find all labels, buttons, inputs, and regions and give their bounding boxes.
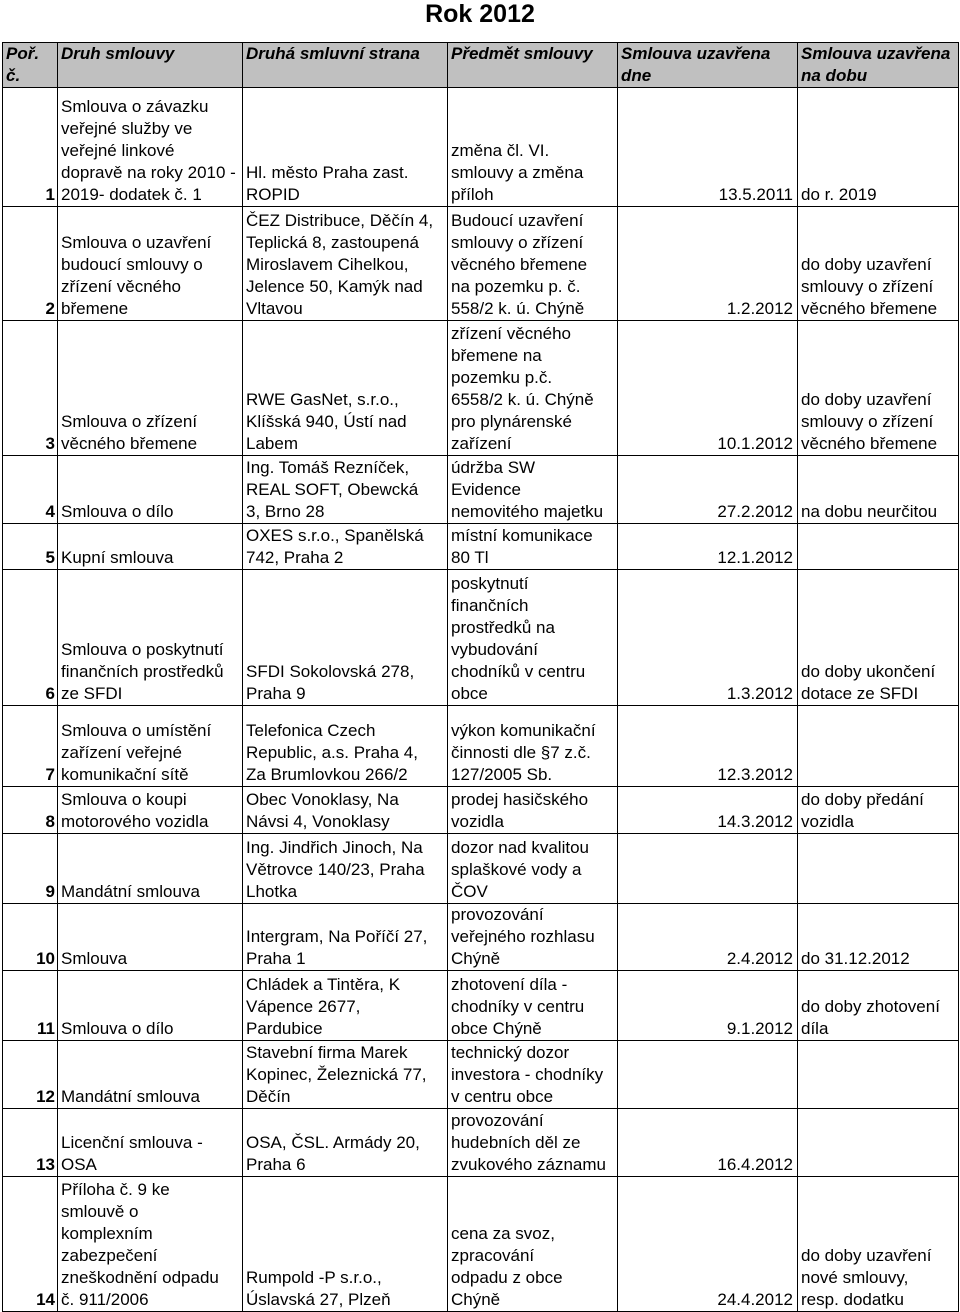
table-row xyxy=(3,456,959,524)
signed-date xyxy=(618,1041,798,1109)
contract-subject: technický dozor investora - chodníky v centru obce xyxy=(448,1041,618,1109)
signed-date: 2.4.2012 xyxy=(618,904,798,971)
table-row xyxy=(3,524,959,570)
signed-date: 16.4.2012 xyxy=(618,1109,798,1177)
table-row xyxy=(3,570,959,706)
contract-type: Smlouva o umístění zařízení veřejné komunikační sítě xyxy=(58,706,243,787)
contract-type: Kupní smlouva xyxy=(58,524,243,570)
other-party: ČEZ Distribuce, Děčín 4, Teplická 8, zastoupená Miroslavem Cihelkou, Jelence 50, Kamýk nad Vltavou xyxy=(243,207,448,321)
signed-date: 12.3.2012 xyxy=(618,706,798,787)
table-row xyxy=(3,971,959,1041)
header-other-party: Druhá smluvní strana xyxy=(243,43,448,88)
contract-type: Smlouva o uzavření budoucí smlouvy o zřízení věcného břemene xyxy=(58,207,243,321)
header-date: Smlouva uzavřena dne xyxy=(618,43,798,88)
contract-subject: dozor nad kvalitou splaškové vody a ČOV xyxy=(448,834,618,904)
table-row xyxy=(3,1109,959,1177)
contract-type: Smlouva o koupi motorového vozidla xyxy=(58,787,243,834)
row-number: 12 xyxy=(3,1041,58,1109)
other-party: Rumpold -P s.r.o., Úslavská 27, Plzeň xyxy=(243,1177,448,1312)
row-number: 3 xyxy=(3,321,58,456)
signed-date: 27.2.2012 xyxy=(618,456,798,524)
contracts-table xyxy=(2,42,959,1312)
contract-type: Smlouva o zřízení věcného břemene xyxy=(58,321,243,456)
signed-date: 1.3.2012 xyxy=(618,570,798,706)
contract-subject: provozování veřejného rozhlasu Chýně xyxy=(448,904,618,971)
other-party: Obec Vonoklasy, Na Návsi 4, Vonoklasy xyxy=(243,787,448,834)
contract-type: Mandátní smlouva xyxy=(58,834,243,904)
row-number: 6 xyxy=(3,570,58,706)
header-contract-type: Druh smlouvy xyxy=(58,43,243,88)
table-row xyxy=(3,88,959,207)
signed-date: 9.1.2012 xyxy=(618,971,798,1041)
contract-type: Licenční smlouva - OSA xyxy=(58,1109,243,1177)
header-row xyxy=(3,43,959,88)
row-number: 11 xyxy=(3,971,58,1041)
contract-period: do doby ukončení dotace ze SFDI xyxy=(798,570,959,706)
contract-subject: výkon komunikační činnosti dle §7 z.č. 127/2005 Sb. xyxy=(448,706,618,787)
contract-type: Smlouva o závazku veřejné služby ve veřejné linkové dopravě na roky 2010 - 2019- dodatek č. 1 xyxy=(58,88,243,207)
other-party: RWE GasNet, s.r.o., Klíšská 940, Ústí nad Labem xyxy=(243,321,448,456)
table-row xyxy=(3,207,959,321)
header-subject: Předmět smlouvy xyxy=(448,43,618,88)
contract-subject: cena za svoz, zpracování odpadu z obce Chýně xyxy=(448,1177,618,1312)
row-number: 13 xyxy=(3,1109,58,1177)
other-party: Ing. Jindřich Jinoch, Na Větrovce 140/23, Praha Lhotka xyxy=(243,834,448,904)
contract-period xyxy=(798,524,959,570)
table-row xyxy=(3,706,959,787)
contract-subject: změna čl. VI. smlouvy a změna příloh xyxy=(448,88,618,207)
contract-subject: prodej hasičského vozidla xyxy=(448,787,618,834)
contract-type: Smlouva o poskytnutí finančních prostředků ze SFDI xyxy=(58,570,243,706)
table-row xyxy=(3,834,959,904)
row-number: 5 xyxy=(3,524,58,570)
contract-subject: poskytnutí finančních prostředků na vybudování chodníků v centru obce xyxy=(448,570,618,706)
contract-subject: zhotovení díla - chodníky v centru obce Chýně xyxy=(448,971,618,1041)
contract-subject: provozování hudebních děl ze zvukového záznamu xyxy=(448,1109,618,1177)
signed-date: 14.3.2012 xyxy=(618,787,798,834)
row-number: 10 xyxy=(3,904,58,971)
row-number: 7 xyxy=(3,706,58,787)
contract-period xyxy=(798,834,959,904)
other-party: OSA, ČSL. Armády 20, Praha 6 xyxy=(243,1109,448,1177)
contract-period xyxy=(798,706,959,787)
contract-period xyxy=(798,1041,959,1109)
contract-type: Smlouva xyxy=(58,904,243,971)
signed-date: 24.4.2012 xyxy=(618,1177,798,1312)
page-title: Rok 2012 xyxy=(425,0,535,28)
contract-period: do doby uzavření nové smlouvy, resp. dodatku xyxy=(798,1177,959,1312)
signed-date: 10.1.2012 xyxy=(618,321,798,456)
contract-period: do 31.12.2012 xyxy=(798,904,959,971)
table-row xyxy=(3,787,959,834)
table-row xyxy=(3,904,959,971)
contract-type: Smlouva o dílo xyxy=(58,456,243,524)
other-party: OXES s.r.o., Spanělská 742, Praha 2 xyxy=(243,524,448,570)
table-row xyxy=(3,1177,959,1312)
contract-period: do doby uzavření smlouvy o zřízení věcného břemene xyxy=(798,321,959,456)
contract-type: Mandátní smlouva xyxy=(58,1041,243,1109)
other-party: Chládek a Tintěra, K Vápence 2677, Pardubice xyxy=(243,971,448,1041)
contract-subject: Budoucí uzavření smlouvy o zřízení věcného břemene na pozemku p. č. 558/2 k. ú. Chýně xyxy=(448,207,618,321)
contract-period: do r. 2019 xyxy=(798,88,959,207)
row-number: 8 xyxy=(3,787,58,834)
row-number: 9 xyxy=(3,834,58,904)
row-number: 14 xyxy=(3,1177,58,1312)
row-number: 1 xyxy=(3,88,58,207)
other-party: Telefonica Czech Republic, a.s. Praha 4, Za Brumlovkou 266/2 xyxy=(243,706,448,787)
contract-type: Smlouva o dílo xyxy=(58,971,243,1041)
contract-subject: údržba SW Evidence nemovitého majetku xyxy=(448,456,618,524)
contract-period: do doby zhotovení díla xyxy=(798,971,959,1041)
other-party: Hl. město Praha zast. ROPID xyxy=(243,88,448,207)
other-party: Stavební firma Marek Kopinec, Železnická 77, Děčín xyxy=(243,1041,448,1109)
row-number: 4 xyxy=(3,456,58,524)
other-party: Intergram, Na Poříčí 27, Praha 1 xyxy=(243,904,448,971)
contract-period xyxy=(798,1109,959,1177)
signed-date: 13.5.2011 xyxy=(618,88,798,207)
table-row xyxy=(3,1041,959,1109)
table-row xyxy=(3,321,959,456)
contract-subject: místní komunikace 80 Tl xyxy=(448,524,618,570)
signed-date xyxy=(618,834,798,904)
contract-type: Příloha č. 9 ke smlouvě o komplexním zabezpečení zneškodnění odpadu č. 911/2006 xyxy=(58,1177,243,1312)
row-number: 2 xyxy=(3,207,58,321)
header-num: Poř. č. xyxy=(3,43,58,88)
contract-period: na dobu neurčitou xyxy=(798,456,959,524)
contract-period: do doby uzavření smlouvy o zřízení věcného břemene xyxy=(798,207,959,321)
contract-period: do doby předání vozidla xyxy=(798,787,959,834)
contract-subject: zřízení věcného břemene na pozemku p.č. 6558/2 k. ú. Chýně pro plynárenské zařízení xyxy=(448,321,618,456)
signed-date: 12.1.2012 xyxy=(618,524,798,570)
header-period: Smlouva uzavřena na dobu xyxy=(798,43,959,88)
other-party: Ing. Tomáš Rezníček, REAL SOFT, Obewcká 3, Brno 28 xyxy=(243,456,448,524)
other-party: SFDI Sokolovská 278, Praha 9 xyxy=(243,570,448,706)
signed-date: 1.2.2012 xyxy=(618,207,798,321)
